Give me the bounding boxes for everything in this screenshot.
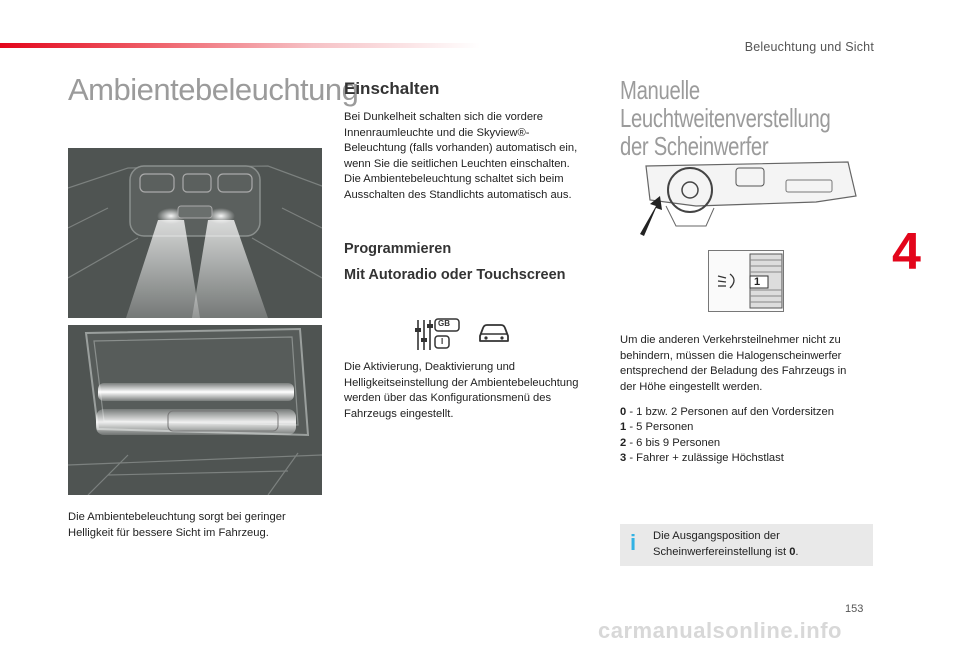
settings-sliders-icon [414, 316, 462, 356]
text-line: Um die anderen Verkehrsteilnehmer nicht zu [620, 334, 841, 346]
dashboard-illustration [636, 156, 858, 238]
info-text [653, 529, 799, 560]
info-line: Die Ausgangsposition der [653, 530, 780, 542]
text-line: Helligkeitseinstellung der Ambientebeleuchtung [344, 376, 579, 389]
ceiling-light-photo [68, 148, 322, 318]
info-value: 0 [789, 545, 796, 558]
watermark: carmanualsonline.info [598, 618, 842, 643]
info-text-part: . [795, 545, 799, 558]
text-line: entsprechend der Beladung des Fahrzeugs in [620, 365, 847, 378]
settings-badge-gb: GB [438, 319, 450, 328]
info-text-part: Scheinwerfereinstellung ist [653, 545, 790, 558]
list-item-key: 0 [620, 406, 627, 418]
text-line: behindern, müssen die Halogenscheinwerfer [620, 349, 842, 362]
text-line: Beleuchtung (falls vorhanden) automatisch ein, [344, 142, 578, 155]
list-item-text: - Fahrer + zulässige Höchstlast [626, 452, 784, 465]
ambient-caption-line: Helligkeit für bessere Sicht im Fahrzeug. [68, 526, 269, 539]
list-item-key: 3 [620, 452, 627, 465]
list-item [620, 451, 834, 466]
section-header: Beleuchtung und Sicht [744, 40, 874, 54]
radio-touchscreen-heading: Mit Autoradio oder Touchscreen [344, 267, 566, 283]
text-line: Innenraumleuchte und die Skyview®- [344, 126, 530, 139]
text-line: Die Ambientebeleuchtung schaltet sich beim [344, 173, 564, 186]
chapter-number: 4 [892, 223, 921, 281]
ambient-lighting-title: Ambientebeleuchtung [68, 72, 359, 107]
list-item-text: - 5 Personen [626, 421, 694, 434]
text-line: Bei Dunkelheit schalten sich die vordere [344, 111, 543, 123]
configuration-text [344, 360, 578, 422]
load-positions-list [620, 405, 834, 467]
switch-on-heading: Einschalten [344, 79, 440, 98]
info-icon: i [630, 530, 637, 555]
title-line: Manuelle Leuchtweitenverstellung [620, 75, 831, 133]
page-number: 153 [845, 603, 864, 615]
list-item-text: - 6 bis 9 Personen [626, 436, 721, 449]
vehicle-car-icon [477, 322, 511, 344]
ambient-caption-line: Die Ambientebeleuchtung sorgt bei geringer [68, 511, 286, 523]
text-line: der Höhe eingestellt werden. [620, 380, 763, 393]
headlamp-adjust-text [620, 333, 846, 395]
info-line [653, 545, 799, 561]
text-line: werden über das Konfigurationsmenü des [344, 392, 552, 405]
title-line: der Scheinwerfer [620, 131, 769, 161]
info-box [620, 524, 873, 566]
wheel-position-value: 1 [754, 276, 761, 288]
list-item [620, 436, 834, 451]
text-line: Die Aktivierung, Deaktivierung und [344, 361, 516, 373]
list-item-text: - 1 bzw. 2 Personen auf den Vordersitzen [626, 406, 834, 418]
text-line: wenn Sie die seitlichen Leuchten einschalten. [344, 157, 570, 170]
list-item [620, 420, 834, 435]
programming-heading: Programmieren [344, 241, 452, 257]
settings-badge-i: I [441, 337, 444, 346]
text-line: Fahrzeugs eingestellt. [344, 407, 454, 420]
list-item-key: 2 [620, 436, 627, 449]
headlamp-adjust-title [620, 76, 831, 160]
ambient-caption [68, 510, 286, 541]
header-accent-bar [0, 43, 480, 48]
skyview-roof-photo [68, 325, 322, 495]
headlamp-adjust-wheel [708, 250, 784, 312]
text-line: Ausschalten des Standlichts automatisch aus. [344, 188, 572, 201]
list-item-key: 1 [620, 421, 627, 434]
list-item [620, 405, 834, 420]
switch-on-text [344, 110, 577, 204]
